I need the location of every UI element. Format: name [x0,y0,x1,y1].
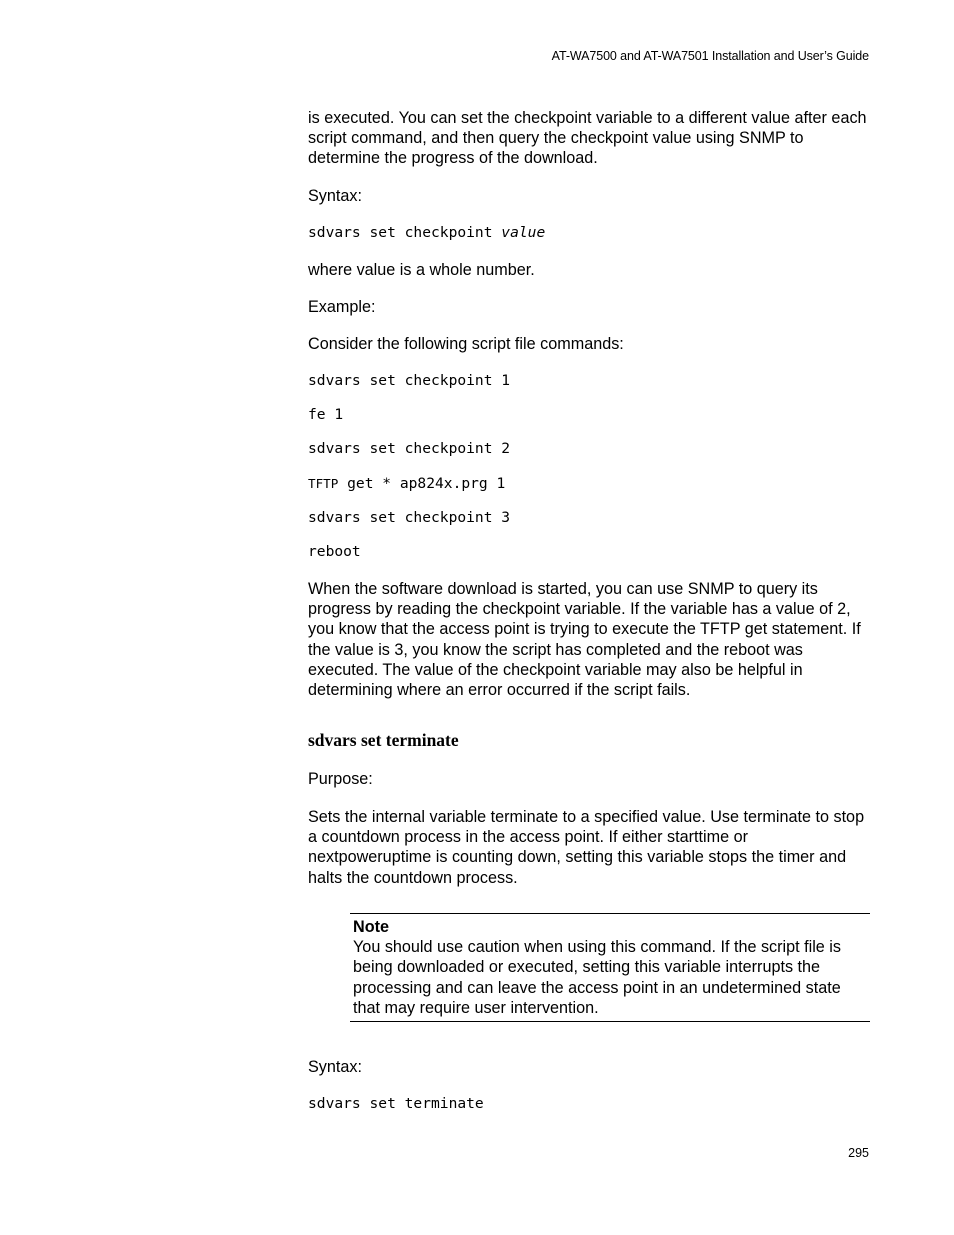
syntax-label: Syntax: [308,187,362,205]
syntax-parameter: value [501,224,546,241]
section-heading: sdvars set terminate [308,730,459,750]
tftp-arguments: get * ap824x.prg 1 [338,475,506,492]
syntax-label: Syntax: [308,1058,362,1076]
note-text: You should use caution when using this command. If the script file is being downloaded or executed, setting this variable interrupts the processing and can leave the access point in an undetermined state that may require user intervention. [353,938,841,1017]
where-paragraph: where value is a whole number. [308,261,535,279]
syntax-code-checkpoint [308,223,545,243]
note-box [350,913,870,1022]
example-label: Example: [308,298,376,316]
intro-paragraph: is executed. You can set the checkpoint variable to a different value after each script command, and then query the checkpoint value using SNMP to determine the progress of the download. [308,109,867,168]
purpose-paragraph: Sets the internal variable terminate to a specified value. Use terminate to stop a countdown process in the access point. If either starttime or nextpoweruptime is counting down, setting this variable stops the timer and halts the countdown process. [308,808,865,887]
script-line: sdvars set checkpoint 2 [308,440,511,457]
script-line: sdvars set checkpoint 1 [308,372,511,389]
tftp-keyword: TFTP [308,476,339,491]
script-line: sdvars set checkpoint 3 [308,509,511,526]
note-title: Note [353,918,389,936]
consider-paragraph: Consider the following script file commands: [308,335,624,353]
script-line: fe 1 [308,406,344,423]
syntax-command: sdvars set checkpoint [308,224,502,241]
running-header: AT-WA7500 and AT-WA7501 Installation and User’s Guide [551,49,869,63]
purpose-label: Purpose: [308,770,373,788]
syntax-code-terminate: sdvars set terminate [308,1095,484,1112]
script-line [308,474,505,494]
page-number: 295 [848,1146,869,1160]
explanation-paragraph: When the software download is started, you can use SNMP to query its progress by reading the checkpoint variable. If the variable has a value of 2, you know that the access point is trying to execute the TFTP get statement. If the value is 3, you know the script has completed and the reboot was executed. The value of the checkpoint variable may also be helpful in determining where an error occurred if the script fails. [308,580,861,700]
script-line: reboot [308,543,361,560]
